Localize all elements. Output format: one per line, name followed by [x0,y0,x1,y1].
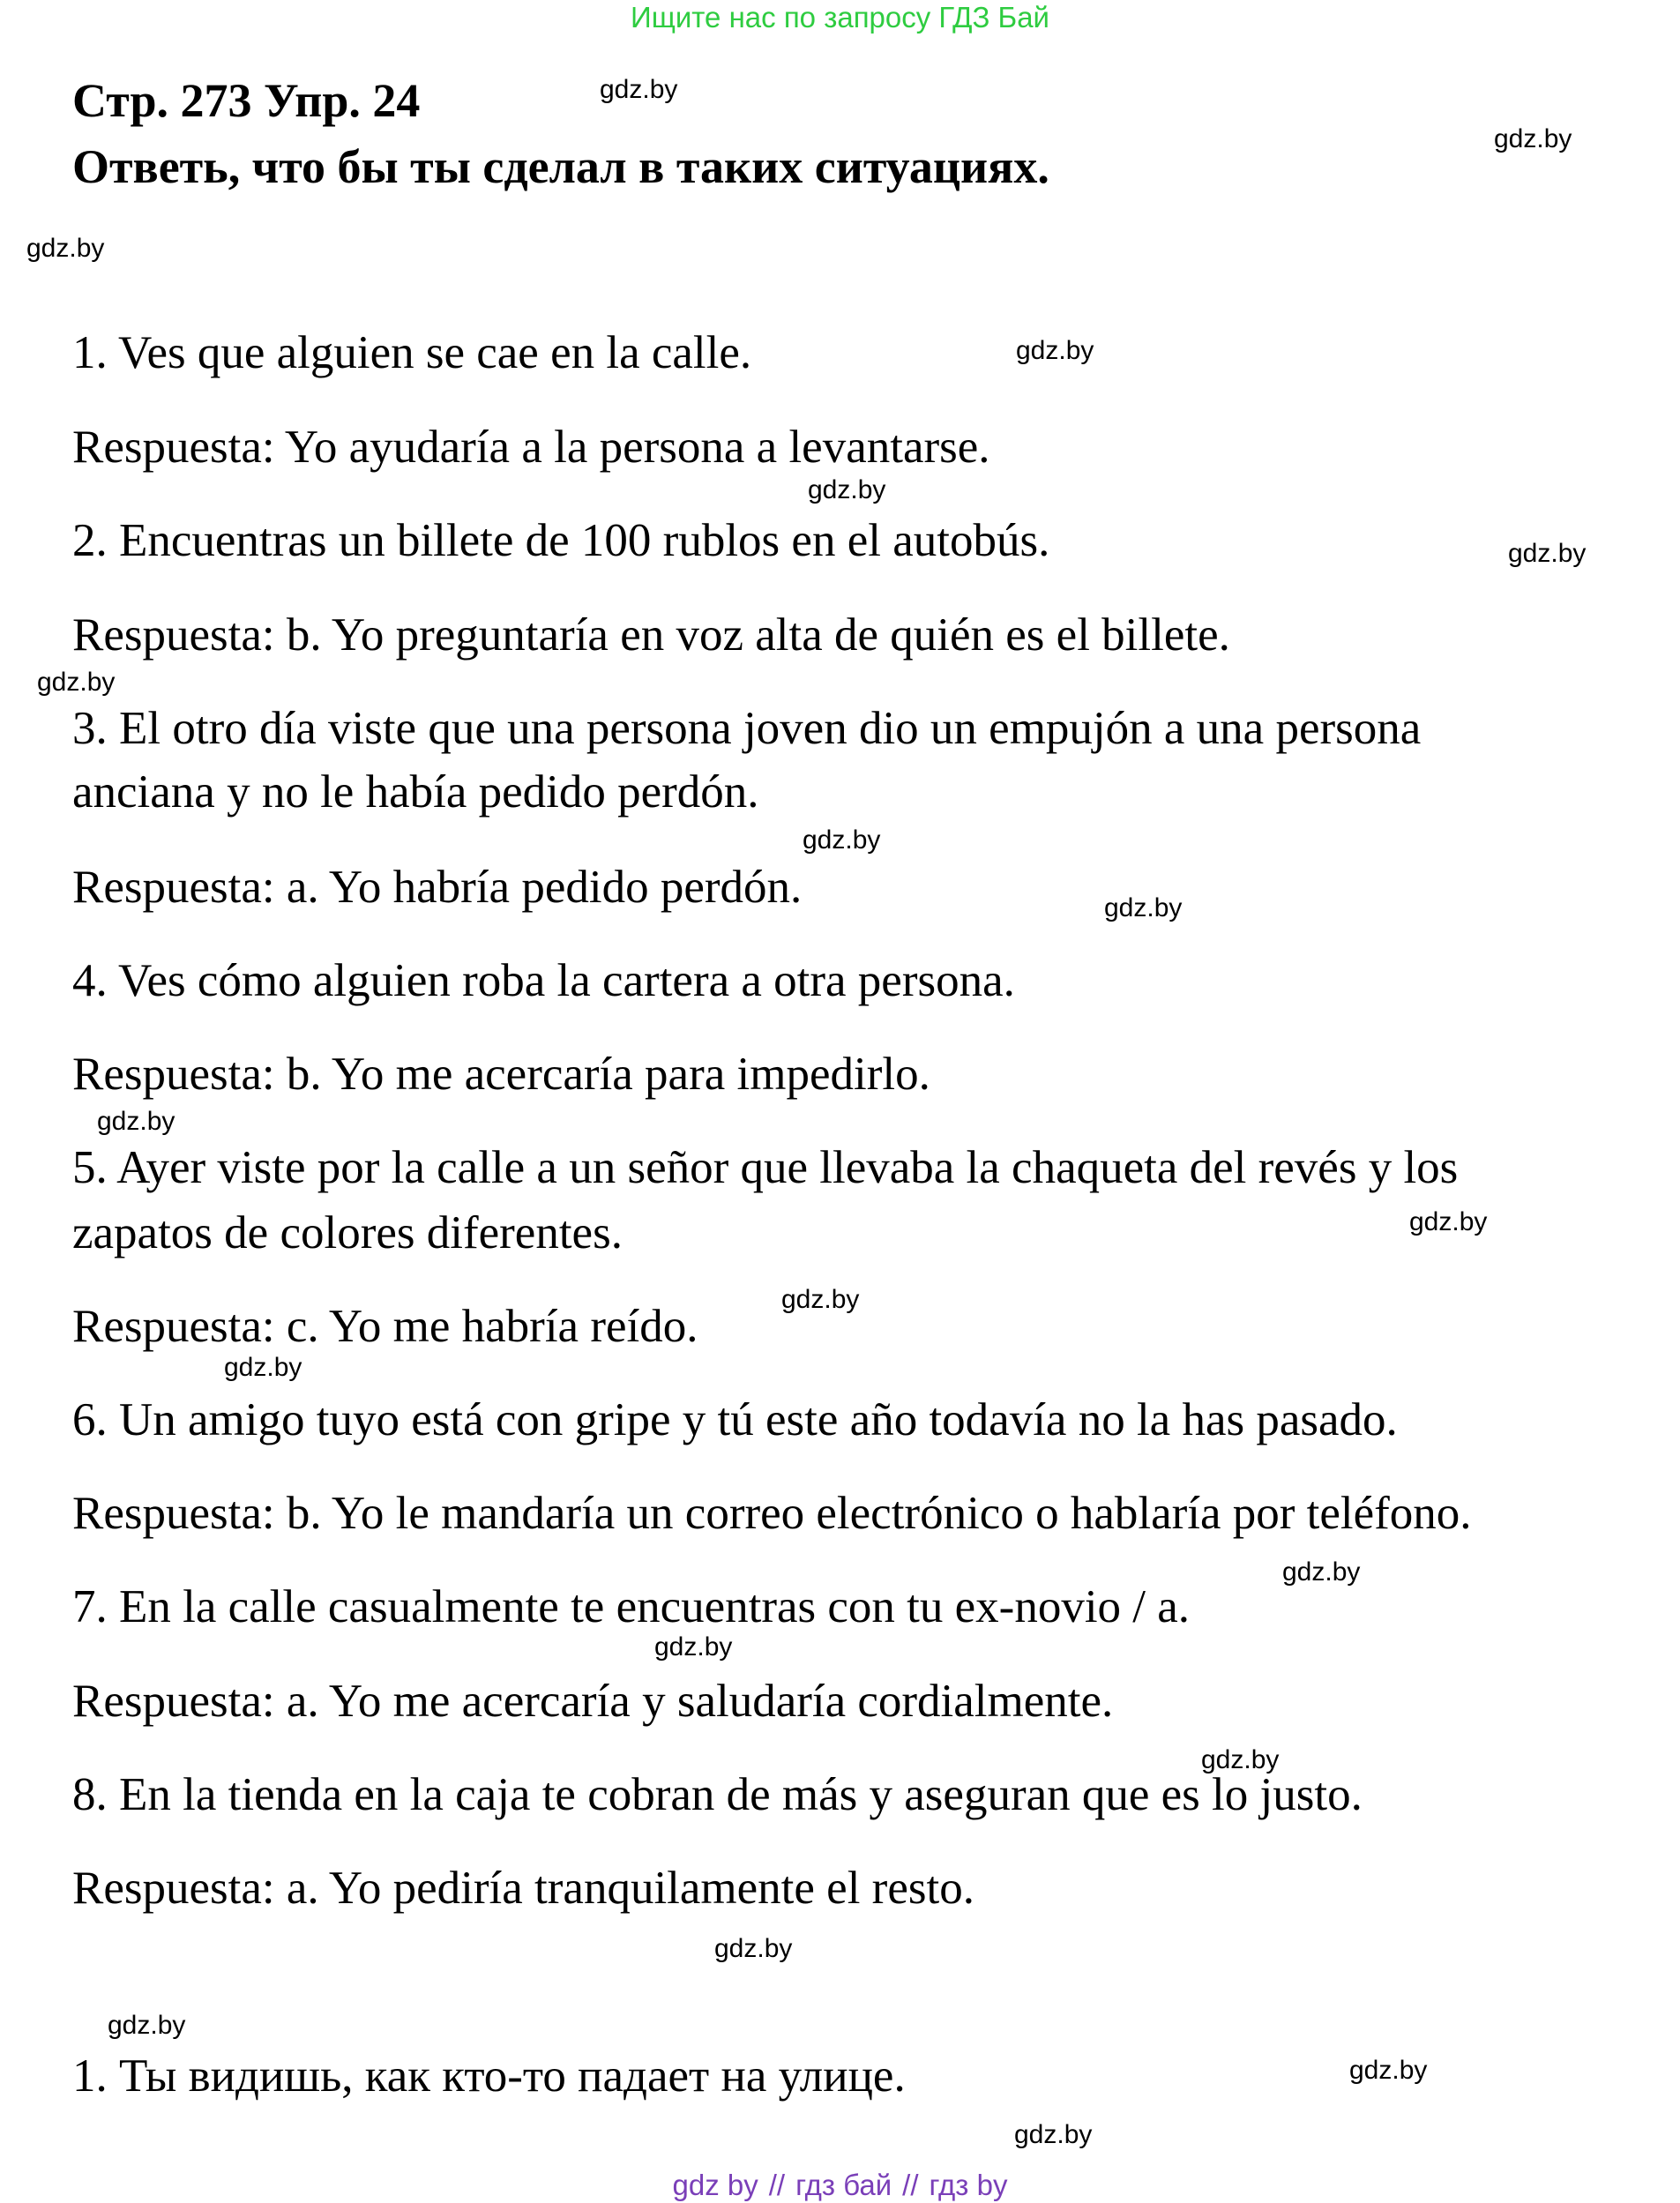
question-2: 2. Encuentras un billete de 100 rublos en el autobús. [72,515,1050,566]
answer-1: Respuesta: Yo ayudaría a la persona a levantarse. [72,422,990,473]
exercise-instruction: Ответь, что бы ты сделал в таких ситуациях. [72,140,1049,193]
watermark: gdz.by [1349,2056,1428,2085]
watermark: gdz.by [600,75,678,104]
question-7: 7. En la calle casualmente te encuentras con tu ex-novio / a. [72,1581,1191,1632]
watermark: gdz.by [1508,539,1587,568]
watermark: gdz.by [1282,1557,1361,1587]
answer-2: Respuesta: b. Yo preguntaría en voz alta de quién es el billete. [72,609,1230,661]
answer-5: Respuesta: c. Yo me habría reído. [72,1301,698,1352]
answer-4: Respuesta: b. Yo me acercaría para impedirlo. [72,1049,930,1100]
watermark: gdz.by [1016,336,1094,365]
footer-link-gdz-by[interactable]: gdz by [672,2169,758,2201]
question-4: 4. Ves cómo alguien roba la cartera a otra persona. [72,955,1015,1006]
watermark: gdz.by [714,1934,793,1963]
watermark: gdz.by [781,1285,860,1314]
footer-link-gdz-by-cyr[interactable]: гдз by [929,2169,1008,2201]
top-banner[interactable]: Ищите нас по запросу ГДЗ Бай [631,1,1049,34]
answer-6: Respuesta: b. Yo le mandaría un correo electrónico o hablaría por teléfono. [72,1488,1472,1539]
exercise-title: Стр. 273 Упр. 24 [72,74,421,127]
question-5-line-1: 5. Ayer viste por la calle a un señor que llevaba la chaqueta del revés y los [72,1142,1459,1193]
watermark: gdz.by [97,1107,175,1136]
footer-link-gdz-bai[interactable]: гдз бай [795,2169,892,2201]
question-6: 6. Un amigo tuyo está con gripe y tú este año todavía no la has pasado. [72,1394,1398,1445]
watermark: gdz.by [803,825,881,855]
answer-8: Respuesta: a. Yo pediría tranquilamente el resto. [72,1863,974,1914]
watermark: gdz.by [1201,1745,1280,1774]
translation-line-1: 1. Ты видишь, как кто-то падает на улице. [72,2050,906,2102]
question-3-line-2: anciana y no le había pedido perdón. [72,766,759,818]
watermark: gdz.by [1014,2120,1093,2149]
answer-3: Respuesta: a. Yo habría pedido perdón. [72,862,803,913]
question-5-line-2: zapatos de colores diferentes. [72,1207,623,1258]
question-3-line-1: 3. El otro día viste que una persona joven dio un empujón a una persona [72,703,1422,754]
watermark: gdz.by [224,1353,302,1382]
watermark: gdz.by [37,668,116,697]
watermark: gdz.by [26,234,105,263]
watermark: gdz.by [1104,893,1183,922]
answer-7: Respuesta: a. Yo me acercaría y saludaría cordialmente. [72,1676,1114,1727]
question-1: 1. Ves que alguien se cae en la calle. [72,327,752,378]
watermark: gdz.by [1409,1207,1488,1236]
footer-separator: // [902,2169,919,2201]
watermark: gdz.by [1494,124,1572,153]
footer-separator: // [768,2169,786,2201]
question-8: 8. En la tienda en la caja te cobran de más y aseguran que es lo justo. [72,1769,1363,1820]
footer-links [0,2168,1680,2203]
watermark: gdz.by [808,475,886,504]
watermark: gdz.by [654,1632,733,1662]
watermark: gdz.by [108,2011,186,2040]
